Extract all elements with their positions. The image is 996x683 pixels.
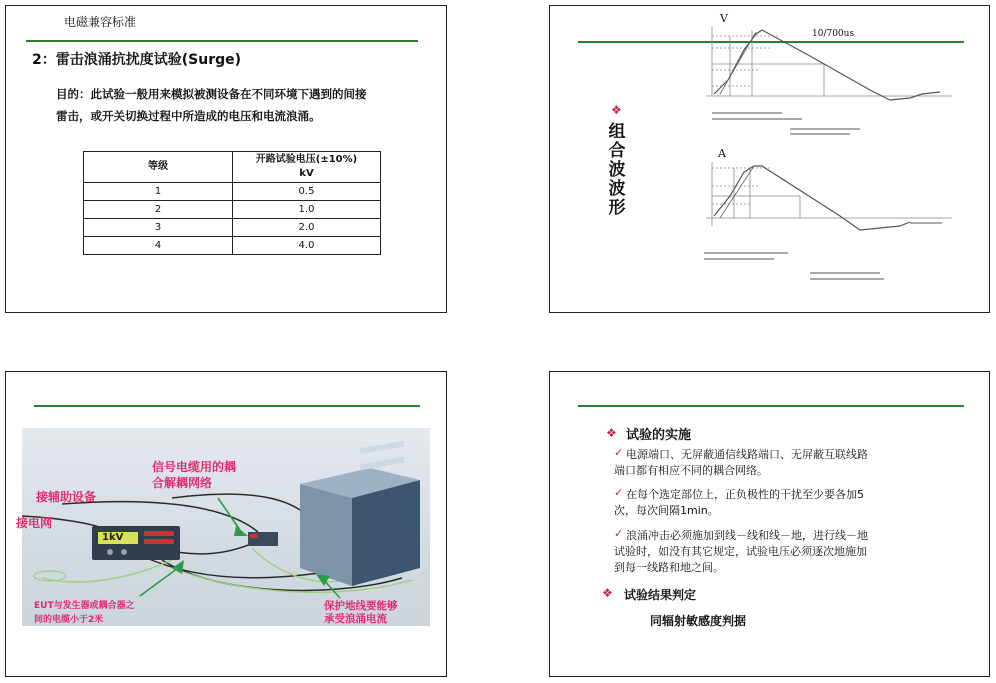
cell-level: 1 (84, 183, 233, 201)
item2-line2: 次，每次间隔1min。 (614, 504, 719, 517)
cell-voltage: 2.0 (233, 219, 381, 237)
surge-level-table (83, 151, 381, 255)
generator-display: 1kV (102, 532, 124, 543)
cell-voltage: 0.5 (233, 183, 381, 201)
slide-test-procedure (549, 371, 990, 677)
current-axis-label: A (718, 147, 726, 160)
label-ground-line1: 保护地线要能够 (324, 600, 398, 612)
slide-test-setup (5, 371, 447, 677)
diamond-bullet-icon: ❖ (602, 586, 613, 600)
item3-line3: 到每一线路和地之间。 (614, 561, 724, 574)
label-aux-equipment: 接辅助设备 (36, 490, 97, 504)
vertical-char: 波 (608, 160, 626, 180)
col-header-voltage (233, 152, 381, 183)
col-header-voltage-line2: kV (299, 168, 314, 179)
header-rule (26, 40, 418, 42)
heading-result: 试验结果判定 (624, 588, 697, 602)
label-ground-line2: 承受浪涌电流 (324, 613, 387, 625)
item3-line2: 试验时，如没有其它规定，试验电压必须逐次地施加 (614, 545, 867, 558)
label-mains: 接电网 (16, 516, 53, 530)
table-row (84, 201, 381, 219)
slide-title: 2：雷击浪涌抗扰度试验(Surge) (32, 52, 242, 68)
purpose-line-2: 雷击，或开关切换过程中所造成的电压和电流浪涌。 (56, 109, 321, 123)
check-icon: ✓ (614, 446, 624, 459)
vertical-char: 形 (608, 198, 626, 218)
check-icon: ✓ (614, 486, 624, 499)
label-eut-cable-line2: 间的电缆小于2米 (34, 615, 104, 625)
table-row (84, 183, 381, 201)
col-header-level: 等级 (84, 152, 233, 183)
header-rule (578, 405, 964, 407)
heading-implementation: 试验的实施 (626, 428, 692, 443)
item2-line1: 在每个选定部位上，正负极性的干扰至少要各加5 (626, 488, 864, 501)
col-header-voltage-line1: 开路试验电压(±10%) (255, 154, 358, 165)
cell-level: 2 (84, 201, 233, 219)
cell-voltage: 4.0 (233, 237, 381, 255)
slide-surge-levels (5, 5, 447, 313)
vertical-char: 组 (608, 122, 626, 142)
slide-combination-waveform (549, 5, 990, 313)
cell-voltage: 1.0 (233, 201, 381, 219)
header-rule (34, 405, 420, 407)
waveform-label: 10/700us (812, 29, 855, 39)
purpose-line-1: 目的：此试验一般用来模拟被测设备在不同环境下遇到的间接 (56, 87, 367, 101)
voltage-axis-label: V (720, 12, 728, 25)
vertical-char: 合 (608, 141, 626, 161)
vertical-title (607, 123, 627, 218)
label-eut-cable-line1: EUT与发生器或耦合器之 (34, 601, 135, 611)
cell-level: 3 (84, 219, 233, 237)
check-icon: ✓ (614, 527, 624, 540)
item3-line1: 浪涌冲击必须施加到线－线和线－地，进行线－地 (626, 529, 868, 542)
label-signal-line2: 合解耦网络 (152, 476, 213, 490)
label-signal-line1: 信号电缆用的耦 (152, 460, 237, 474)
item1-line1: 电源端口、无屏蔽通信线路端口、无屏蔽互联线路 (626, 448, 868, 461)
cell-level: 4 (84, 237, 233, 255)
vertical-char: 波 (608, 179, 626, 199)
current-waveform-diagram (700, 156, 960, 296)
table-header-row (84, 152, 381, 183)
diamond-bullet-icon: ❖ (611, 103, 622, 117)
slide-header: 电磁兼容标准 (64, 15, 137, 29)
diamond-bullet-icon: ❖ (606, 426, 617, 440)
item1-line2: 端口都有相应不同的耦合网络。 (614, 464, 768, 477)
voltage-waveform-diagram (700, 20, 960, 138)
result-text: 同辐射敏感度判据 (650, 614, 747, 628)
table-row (84, 219, 381, 237)
table-row (84, 237, 381, 255)
